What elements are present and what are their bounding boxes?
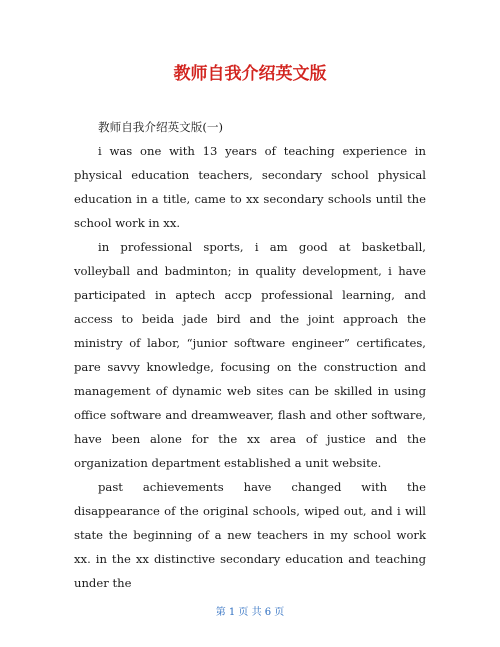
paragraph-1: i was one with 13 years of teaching experience in physical education teachers, secondary school physical education in a title, came to xx secondary schools until the school work in xx. [74, 144, 426, 230]
document-title: 教师自我介绍英文版 [173, 64, 327, 84]
paragraph-2: in professional sports, i am good at basketball, volleyball and badminton; in quality development, i have participated in aptech accp professional learning, and access to beida jade bird and the joint approach the ministry of labor, “junior software engineer” certificates, pare savvy knowledge, focusing on the construction and management of dynamic web sites can be skilled in using office software and dreamweaver, flash and other software, have been alone for the xx area of justice and the organization department established a unit website. [74, 240, 426, 470]
page-number-label: 第 1 页 共 6 页 [215, 607, 285, 618]
page-footer [0, 603, 500, 618]
document-body [74, 115, 426, 595]
section-subheading: 教师自我介绍英文版(一) [98, 120, 223, 134]
paragraph-3: past achievements have changed with the disappearance of the original schools, wiped out, and i will state the beginning of a new teachers in my school work xx. in the xx distinctive secondary education and teaching under the [74, 480, 426, 590]
